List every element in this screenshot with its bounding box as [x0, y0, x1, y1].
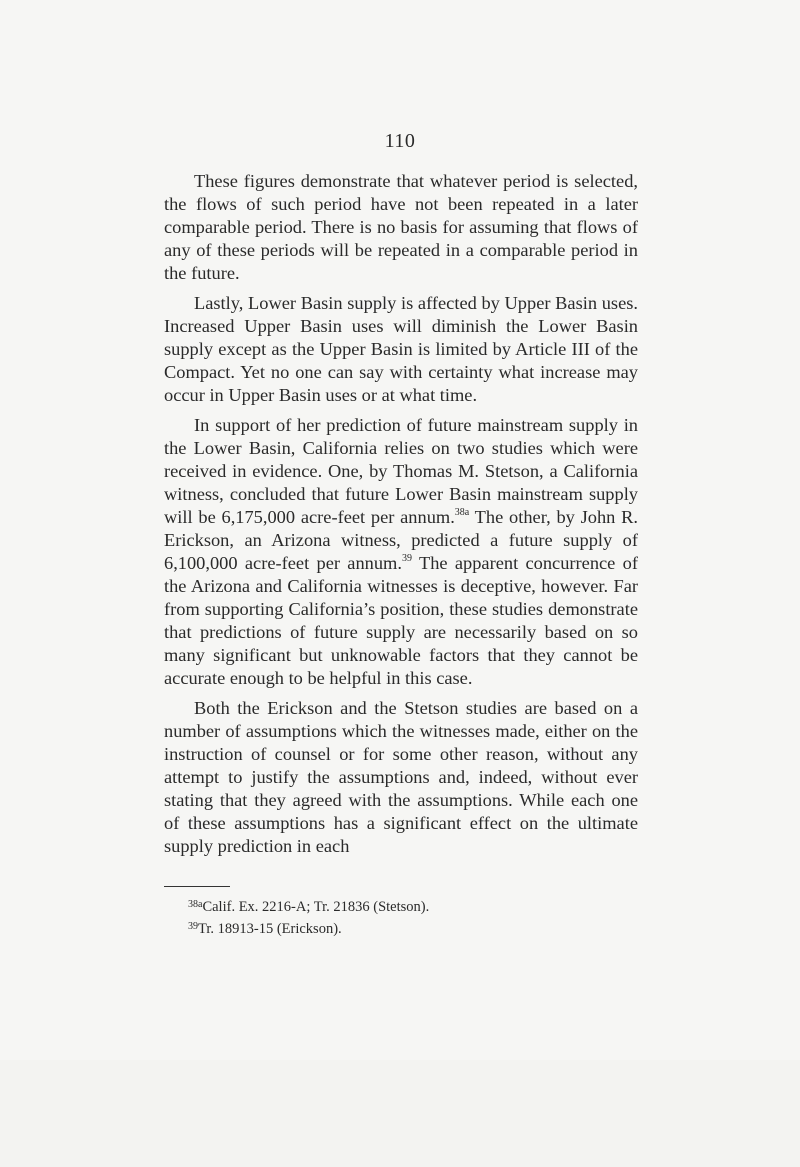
paragraph-text: Both the Erickson and the Stetson studies are based on a number of assumptions which the witnesses made, either on the instruction of counsel or for some other reason, without any attempt to justify the assumptions and, indeed, without ever stating that they agreed with the assumptions. While each one of these assumptions has a significant effect on the ultimate supply prediction in each	[164, 698, 638, 856]
paragraph	[164, 292, 638, 407]
paragraph-text: The other, by John R. Erickson, an Arizona witness, predicted a future supply of 6,100,000 acre-feet per annum.	[164, 507, 638, 573]
paragraph-text: The apparent concurrence of the Arizona and California witnesses is deceptive, however. Far from supporting California’s position, these studies demonstrate that predictions of future supply are necessarily based on so many significant but unknowable factors that they cannot be accurate enough to be helpful in this case.	[164, 553, 638, 688]
footnote	[188, 917, 628, 939]
footnote-reference: 39	[401, 553, 412, 564]
paragraph-text: These figures demonstrate that whatever period is selected, the flows of such period have not been repeated in a later comparable period. There is no basis for assuming that flows of any of these periods will be repeated in a comparable period in the future.	[164, 171, 638, 283]
paragraph	[164, 170, 638, 285]
paragraph	[164, 414, 638, 690]
paragraph-text: In support of her prediction of future mainstream supply in the Lower Basin, California relies on two studies which were received in evidence. One, by Thomas M. Stetson, a California witness, concluded that future Lower Basin mainstream supply will be 6,175,000 acre-feet per annum.	[164, 415, 638, 527]
footnotes	[188, 895, 628, 939]
paragraph-text: Lastly, Lower Basin supply is affected by Upper Basin uses. Increased Upper Basin uses will diminish the Lower Basin supply except as the Upper Basin is limited by Article III of the Compact. Yet no one can say with certainty what increase may occur in Upper Basin uses or at what time.	[164, 293, 638, 405]
footnote-mark: 38a	[188, 899, 203, 910]
footnote-reference: 38a	[454, 507, 470, 518]
page-number: 110	[384, 130, 416, 152]
footnote-divider	[164, 886, 230, 887]
footnote-text: Tr. 18913-15 (Erickson).	[198, 921, 342, 937]
footnote-text: Calif. Ex. 2216-A; Tr. 21836 (Stetson).	[202, 899, 430, 915]
footnote	[188, 895, 628, 917]
paragraph	[164, 697, 638, 858]
body-text	[164, 170, 638, 865]
footnote-mark: 39	[188, 921, 198, 932]
